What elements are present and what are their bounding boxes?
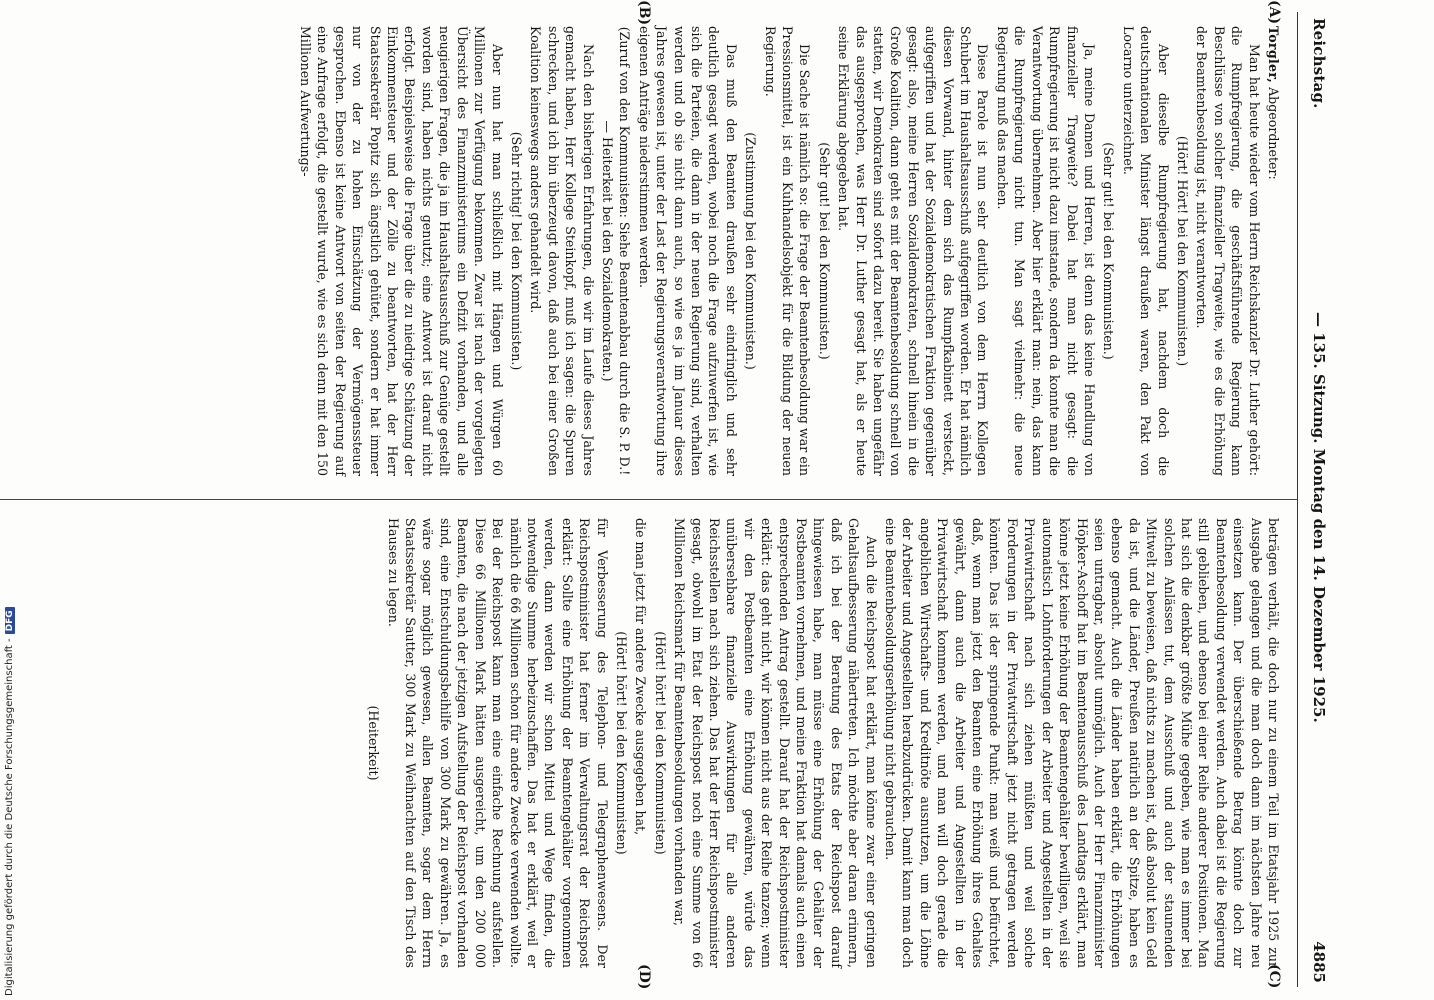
paragraph: Nach den bisherigen Erfahrungen, die wir im Laufe dieses Jahres gemacht haben, Herr Kollege Steinkopf, muß ich sagen: die Spuren schrecken, und ich bin überzeugt davon, daß auch bei einer Großen Koalition keineswegs anders gehandelt wird.	[528, 26, 596, 476]
digitization-credit	[4, 607, 15, 996]
header-title: Reichstag.	[1310, 18, 1328, 109]
page-number: 4885	[1310, 941, 1328, 983]
paragraph: Man hat heute wieder vom Herrn Reichskanzler Dr. Luther gehört: die Rumpfregierung, die geschäftsführende Regierung kann Beschlüsse von solcher finanzieller Tragweite, wie es die Erhöhung der Beamtenbesoldung ist, nicht verantworten.	[1194, 26, 1262, 476]
interjection: (Zuruf von den Kommunisten: Siehe Beamtenabbau durch die S. P. D.! — Heiterkeit bei den Sozialdemokraten.)	[599, 26, 633, 476]
left-column	[295, 26, 1282, 476]
paragraph: die man jetzt für andere Zwecke ausgegeben hat,	[633, 518, 649, 836]
interjection: (Sehr gut! bei den Kommunisten.)	[1101, 142, 1117, 360]
interjection: (Sehr richtig! bei den Kommunisten.)	[508, 131, 524, 371]
interjection: (Hört! Hört! bei den Kommunisten.)	[1174, 135, 1190, 367]
credit-text: Digitalisierung gefördert durch die Deutsche Forschungsgemeinschaft -	[4, 638, 15, 996]
speaker-name: Torgler,	[1266, 26, 1281, 84]
margin-mark-a: (A)	[1266, 0, 1282, 25]
margin-mark-d: (D)	[636, 964, 652, 990]
paragraph: Aber nun hat man schließlich mit Hängen und Würgen 60 Millionen zur Verfügung bekommen. Zwar ist nach der vorgelegten Übersicht des Finanzministeriums ein Defizit vorhanden, und alle neugierigen Fragen, die ja im Haushaltsausschuß zur Genüge gestellt worden sind, haben nichts genutzt; eine Antwort ist darauf nicht erfolgt. Beispielsweise die Frage über die zu niedrige Schätzung der Einkommensteuer und der Zölle zu beantworten, hat der Herr Staatssekretär Popitz sich ängstlich gehütet, sondern er hat immer nur von der zu hohen Einschätzung der Vermögenssteuer gesprochen. Ebenso ist keine Antwort von seiten der Regierung auf eine Anfrage erfolgt, die gestellt wurde, wie es sich denn mit den 150 Millionen Aufwertungs-	[298, 26, 505, 476]
header-session: — 135. Sitzung. Montag den 14. Dezember 1925.	[1310, 312, 1328, 723]
interjection: (Hört! hört! bei den Kommunisten)	[613, 631, 629, 855]
page-header	[1297, 12, 1342, 987]
column-divider	[0, 499, 1298, 500]
speaker-role: Abgeordneter:	[1266, 83, 1281, 180]
paragraph: Auch die Reichspost hat erklärt, man könne zwar einer geringen Gehaltsaufbesserung nähertreten. Ich möchte aber daran erinnern, daß ich bei der Beratung des Etats der Reichspost darauf hingewiesen habe, man müsse eine Erhöhung der Gehälter der Postbeamten vornehmen, und meine Fraktion hat damals auch einen entsprechenden Antrag gestellt. Darauf hat der Reichspostminister erklärt: das geht nicht, wir können nicht aus der Reihe tanzen; wenn wir den Postbeamten eine Erhöhung gewähren, würde das unübersehbare finanzielle Auswirkungen für alle anderen Reichsstellen nach sich ziehen. Das hat der Herr Reichspostminister gesagt, obwohl im Etat der Reichspost noch eine Summe von 66 Millionen Reichsmark für Beamtenbesoldungen vorhanden war,	[672, 518, 879, 968]
paragraph: Ja, meine Damen und Herren, ist denn das keine Handlung von finanzieller Tragweite? Dabei hat man nicht gesagt: die Rumpfregierung ist nicht dazu imstande, sondern da konnte man die Verantwortung übernehmen. Aber hier erklärt man: nein, das kann die Rumpfregierung nicht tun. Man sagt vielmehr: die neue Regierung muß das machen.	[994, 26, 1097, 476]
paragraph: Die Sache ist nämlich so: die Frage der Beamtenbesoldung war ein Pressionsmittel, ist ein Kuhhandelsobjekt für die Bildung der neuen Regierung.	[762, 26, 813, 476]
interjection: (Hört! hört! bei den Kommunisten)	[652, 631, 668, 855]
paragraph: Aber dieselbe Rumpfregierung hat, nachdem doch die deutschnationalen Minister längst draußen waren, den Pakt von Locarno unterzeichnet.	[1120, 26, 1171, 476]
paragraph: für Verbesserung des Telephon- und Telegraphenwesens. Der Reichspostminister hat ferner im Verwaltungsrat der Reichspost erklärt: Sollte eine Erhöhung der Beamtengehälter vorgenommen werden, dann werden wir schon Mittel und Wege finden, die notwendige Summe herbeizuschaffen. Das hat er erklärt, weil er nämlich die 66 Millionen schon für andere Zwecke verwenden wollte. Bei der Reichspost kann man eine einfache Rechnung aufstellen. Diese 66 Millionen Mark hätten ausgereicht, um den 200 000 Beamten, die nach der jetzigen Aufstellung der Reichspost vorhanden sind, eine Entschuldungsbeihilfe von 300 Mark zu gewähren. Ja, es wäre sogar möglich gewesen, allen Beamten, sogar dem Herrn Staatssekretär Sautter, 300 Mark zu Weihnachten auf den Tisch des Hauses zu legen.	[385, 518, 610, 968]
dfg-logo: DFG	[5, 607, 15, 634]
right-column	[363, 518, 1282, 968]
margin-mark-c: (C)	[1266, 964, 1282, 989]
interjection: (Zustimmung bei den Kommunisten.)	[743, 132, 759, 370]
margin-mark-b: (B)	[636, 0, 652, 26]
interjection: (Sehr gut! bei den Kommunisten.)	[816, 142, 832, 360]
paragraph: Das muß den Beamten draußen sehr eindringlich und sehr deutlich gesagt werden, wobei noch die Frage aufzuwerfen ist, wie sich die Parteien, die dann in der neuen Regierung sind, verhalten werden und ob sie nicht dann auch, so wie es ja im Januar dieses Jahres gewesen ist, unter der Last der Regierungsverantwortung ihre eigenen Anträge niederstimmen werden.	[636, 26, 739, 476]
interjection: (Heiterkeit)	[366, 705, 382, 781]
paragraph: Diese Parole ist nun sehr deutlich von dem Herrn Kollegen Schubert im Haushaltsausschuß aufgegriffen worden. Er hat nämlich diesen Vorwand, hinter dem sich das Rumpfkabinett versteckt, aufgegriffen und hat der Sozialdemokratischen Fraktion gegenüber gesagt: also, meine Herren Sozialdemokraten, schnell hinein in die Große Koalition, dann geht es mit der Beamtenbesoldung schnell von statten, wir Demokraten sind sofort dazu bereit. Sie haben ungefähr das ausgesprochen, was Herr Dr. Luther gesagt hat, als er heute seine Erklärung abgegeben hat.	[836, 26, 991, 476]
paragraph: beträgen verhält, die doch nur zu einem Teil im Etatsjahr 1925 zur Ausgabe gelangen und die man doch dann im nächsten Jahre neu einsetzen kann. Der überschießende Betrag könnte doch zur Beamtenbesoldung verwendet werden. Auch dabei ist die Regierung still geblieben, und ebenso bei einer Reihe anderer Positionen. Man hat sich die denkbar größte Mühe gegeben, wie man es immer bei solchen Anlässen tut, dem Ausschuß und auch der staunenden Mitwelt zu beweisen, daß nichts zu machen ist, daß absolut kein Geld da ist, und die Länder, Preußen natürlich an der Spitze, haben es ebenso gemacht. Auch die Länder haben erklärt, die Erhöhungen seien untragbar, absolut unmöglich. Auch der Herr Finanzminister Höpker-Aschoff hat im Beamtenausschuß des Landtags erklärt, man könne jetzt keine Erhöhung der Beamtengehälter bewilligen, weil sie automatisch Lohnforderungen der Arbeiter und Angestellten in der Privatwirtschaft nach sich ziehen müßten und weil solche Forderungen in der Privatwirtschaft jetzt nicht getragen werden könnten. Das ist der springende Punkt: man weiß und befürchtet, daß, wenn man jetzt den Beamten eine Erhöhung ihres Gehaltes gewährt, dann auch die Arbeiter und Angestellten in der Privatwirtschaft kommen werden, und man will doch gerade die angeblichen Wirtschafts- und Kreditnöte ausnutzen, um die Löhne der Arbeiter und Angestellten herabzudrücken. Damit kann man doch eine Beamtenbesoldungserhöhung nicht gebrauchen.	[883, 518, 1281, 968]
speaker-line	[1265, 26, 1282, 476]
